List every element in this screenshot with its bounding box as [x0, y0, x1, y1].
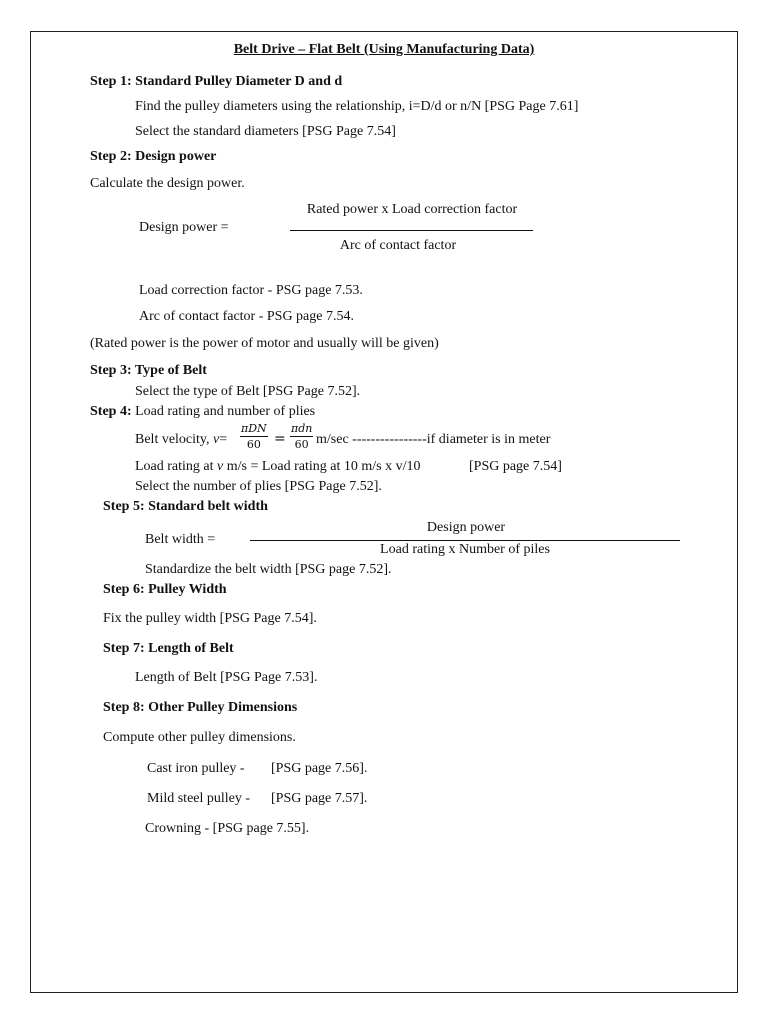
load-rating-formula: m/s = Load rating at 10 m/s x v/10 — [223, 459, 421, 474]
step7-heading: Step 7: Length of Belt — [103, 641, 234, 656]
document-title: Belt Drive – Flat Belt (Using Manufacturing Data) — [233, 42, 535, 57]
load-rating-prefix: Load rating at — [135, 459, 218, 474]
step2-ref-arc-of-contact: Arc of contact factor - PSG page 7.54. — [139, 309, 354, 324]
belt-width-fraction-bar — [250, 540, 680, 541]
step6-line1: Fix the pulley width [PSG Page 7.54]. — [103, 611, 317, 626]
step1-line2: Select the standard diameters [PSG Page 7.54] — [135, 124, 396, 139]
step2-ref-load-correction: Load correction factor - PSG page 7.53. — [139, 283, 363, 298]
velocity-equals: = — [219, 432, 228, 447]
velocity-fraction-1-denominator: 60 — [246, 438, 261, 451]
mild-steel-label: Mild steel pulley - — [147, 791, 251, 806]
load-rating-ref: [PSG page 7.54] — [469, 459, 562, 474]
design-power-numerator: Rated power x Load correction factor — [306, 202, 518, 217]
velocity-fraction-1 — [240, 423, 268, 450]
cast-iron-label: Cast iron pulley - — [147, 761, 245, 776]
belt-velocity-prefix — [135, 433, 227, 447]
step2-note: (Rated power is the power of motor and usually will be given) — [90, 336, 439, 351]
step5-heading: Step 5: Standard belt width — [103, 499, 268, 514]
velocity-fraction-2 — [290, 423, 313, 450]
velocity-equals-sign: = — [274, 431, 286, 447]
design-power-fraction-bar — [290, 230, 533, 231]
step5-line1: Standardize the belt width [PSG page 7.52]. — [145, 562, 392, 577]
step4-heading — [90, 405, 315, 419]
load-rating-line — [135, 460, 421, 474]
plies-line: Select the number of plies [PSG Page 7.52]. — [135, 479, 382, 494]
step3-line1: Select the type of Belt [PSG Page 7.52]. — [135, 384, 361, 399]
belt-width-numerator: Design power — [426, 520, 506, 535]
step8-intro: Compute other pulley dimensions. — [103, 730, 296, 745]
design-power-denominator: Arc of contact factor — [339, 238, 457, 253]
step2-intro: Calculate the design power. — [90, 176, 245, 191]
belt-width-denominator: Load rating x Number of piles — [380, 542, 550, 557]
step2-heading: Step 2: Design power — [90, 149, 217, 164]
step4-heading-label: Step 4: — [90, 404, 132, 419]
step6-heading: Step 6: Pulley Width — [103, 582, 227, 597]
velocity-fraction-1-numerator: πDN — [241, 422, 267, 435]
belt-velocity-label: Belt velocity, — [135, 432, 214, 447]
crowning-line: Crowning - [PSG page 7.55]. — [145, 821, 310, 836]
velocity-fraction-2-denominator: 60 — [294, 438, 309, 451]
step4-heading-text: Load rating and number of plies — [131, 404, 316, 419]
load-rating-variable: v — [217, 459, 224, 474]
cast-iron-ref: [PSG page 7.56]. — [271, 761, 368, 776]
belt-velocity-suffix: m/sec ----------------if diameter is in meter — [316, 432, 551, 447]
step8-heading: Step 8: Other Pulley Dimensions — [103, 700, 298, 715]
step7-line1: Length of Belt [PSG Page 7.53]. — [135, 670, 318, 685]
velocity-fraction-2-numerator: πdn — [291, 422, 313, 435]
mild-steel-ref: [PSG page 7.57]. — [271, 791, 368, 806]
design-power-label: Design power = — [139, 220, 229, 235]
step3-heading: Step 3: Type of Belt — [90, 363, 207, 378]
belt-width-label: Belt width = — [145, 532, 216, 547]
step1-heading: Step 1: Standard Pulley Diameter D and d — [90, 74, 343, 89]
velocity-variable: v — [213, 432, 220, 447]
step1-line1: Find the pulley diameters using the relationship, i=D/d or n/N [PSG Page 7.61] — [135, 99, 579, 114]
